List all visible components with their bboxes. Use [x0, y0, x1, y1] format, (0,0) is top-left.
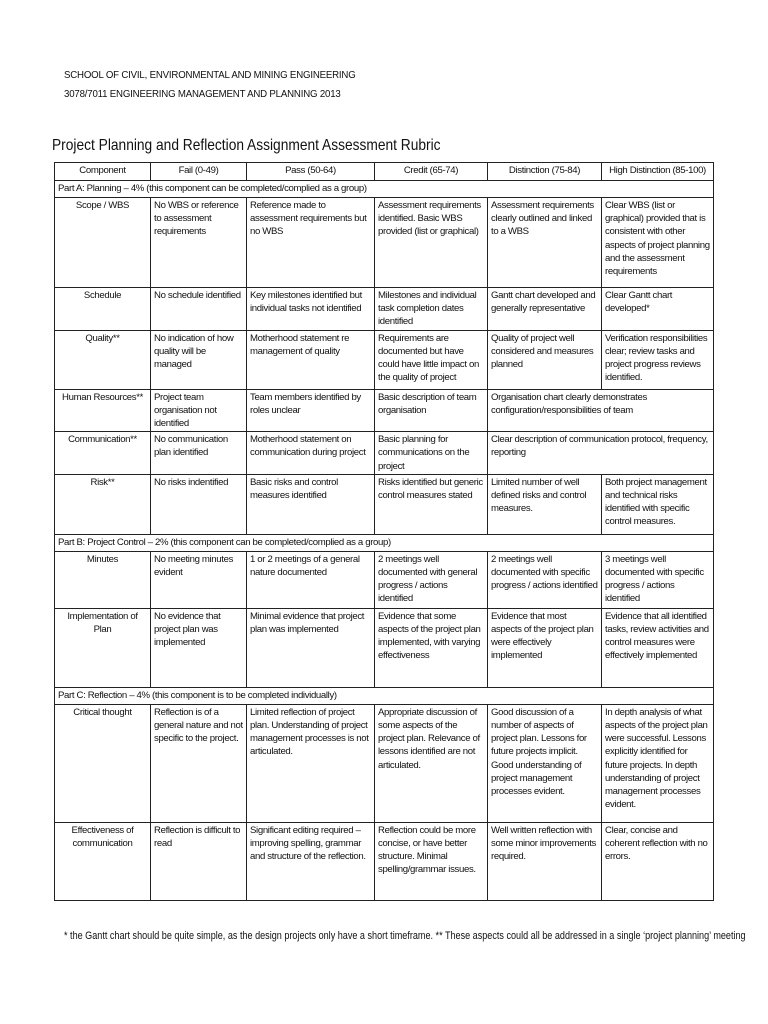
distinction-cell: Gantt chart developed and generally representative [488, 288, 602, 331]
course-name: 3078/7011 ENGINEERING MANAGEMENT AND PLANNING 2013 [64, 88, 341, 100]
component-cell: Schedule [55, 288, 151, 331]
pass-cell: Limited reflection of project plan. Understanding of project management processes is not articulated. [247, 704, 375, 822]
table-row [55, 608, 714, 687]
high-distinction-cell: Clear WBS (list or graphical) provided that is consistent with other aspects of project planning and the assessment requirements [602, 198, 714, 288]
distinction-hd-merged-cell: Clear description of communication protocol, frequency, reporting [488, 432, 714, 475]
pass-cell: Minimal evidence that project plan was implemented [247, 608, 375, 687]
pass-cell: Motherhood statement re management of quality [247, 330, 375, 389]
col-header-fail: Fail (0-49) [151, 163, 247, 181]
table-row [55, 432, 714, 475]
table-row [55, 198, 714, 288]
col-header-component: Component [55, 163, 151, 181]
high-distinction-cell: Clear, concise and coherent reflection with no errors. [602, 822, 714, 900]
pass-cell: Key milestones identified but individual tasks not identified [247, 288, 375, 331]
fail-cell: No evidence that project plan was implemented [151, 608, 247, 687]
table-row [55, 474, 714, 534]
section-row-part-b [55, 534, 714, 551]
credit-cell: 2 meetings well documented with general progress / actions identified [375, 551, 488, 608]
header-row [55, 163, 714, 181]
distinction-cell: Well written reflection with some minor improvements required. [488, 822, 602, 900]
table-row [55, 288, 714, 331]
table-row [55, 330, 714, 389]
fail-cell: No communication plan identified [151, 432, 247, 475]
fail-cell: Reflection is difficult to read [151, 822, 247, 900]
pass-cell: Significant editing required – improving spelling, grammar and structure of the reflection. [247, 822, 375, 900]
component-cell: Critical thought [55, 704, 151, 822]
component-cell: Minutes [55, 551, 151, 608]
credit-cell: Risks identified but generic control measures stated [375, 474, 488, 534]
high-distinction-cell: Both project management and technical risks identified with specific control measures. [602, 474, 714, 534]
col-header-pass: Pass (50-64) [247, 163, 375, 181]
page-title: Project Planning and Reflection Assignment Assessment Rubric [52, 137, 441, 154]
school-name: SCHOOL OF CIVIL, ENVIRONMENTAL AND MINING ENGINEERING [64, 69, 356, 81]
pass-cell: Motherhood statement on communication during project [247, 432, 375, 475]
fail-cell: No indication of how quality will be managed [151, 330, 247, 389]
distinction-cell: 2 meetings well documented with specific progress / actions identified [488, 551, 602, 608]
table-row [55, 822, 714, 900]
credit-cell: Milestones and individual task completion dates identified [375, 288, 488, 331]
high-distinction-cell: Verification responsibilities clear; review tasks and project progress reviews identified. [602, 330, 714, 389]
section-label: Part B: Project Control – 2% (this component can be completed/complied as a group) [55, 534, 714, 551]
credit-cell: Requirements are documented but have could have little impact on the quality of project [375, 330, 488, 389]
component-cell: Scope / WBS [55, 198, 151, 288]
pass-cell: Reference made to assessment requirements but no WBS [247, 198, 375, 288]
credit-cell: Assessment requirements identified. Basic WBS provided (list or graphical) [375, 198, 488, 288]
fail-cell: Reflection is of a general nature and not specific to the project. [151, 704, 247, 822]
distinction-cell: Good discussion of a number of aspects of project plan. Lessons for future projects implicit. Good understanding of project management processes evident. [488, 704, 602, 822]
fail-cell: No meeting minutes evident [151, 551, 247, 608]
section-label: Part A: Planning – 4% (this component can be completed/complied as a group) [55, 181, 714, 198]
distinction-cell: Evidence that most aspects of the project plan were effectively implemented [488, 608, 602, 687]
credit-cell: Reflection could be more concise, or have better structure. Minimal spelling/grammar issues. [375, 822, 488, 900]
component-cell: Quality** [55, 330, 151, 389]
distinction-cell: Quality of project well considered and measures planned [488, 330, 602, 389]
table-row [55, 551, 714, 608]
document-header [64, 66, 381, 104]
credit-cell: Evidence that some aspects of the project plan implemented, with varying effectiveness [375, 608, 488, 687]
fail-cell: No risks indentified [151, 474, 247, 534]
high-distinction-cell: 3 meetings well documented with specific progress / actions identified [602, 551, 714, 608]
component-cell: Communication** [55, 432, 151, 475]
section-label: Part C: Reflection – 4% (this component is to be completed individually) [55, 687, 714, 704]
pass-cell: 1 or 2 meetings of a general nature documented [247, 551, 375, 608]
footnote: * the Gantt chart should be quite simple, as the design projects only have a short timeframe. ** These aspects could all be addressed in a single ‘project planning’ meeting [64, 930, 746, 942]
high-distinction-cell: Clear Gantt chart developed* [602, 288, 714, 331]
high-distinction-cell: In depth analysis of what aspects of the project plan were successful. Lessons explicitly identified for future projects. In depth understanding of project management processes evident. [602, 704, 714, 822]
fail-cell: Project team organisation not identified [151, 389, 247, 432]
section-row-part-a [55, 181, 714, 198]
fail-cell: No schedule identified [151, 288, 247, 331]
component-cell: Risk** [55, 474, 151, 534]
component-cell: Implementation of Plan [55, 608, 151, 687]
credit-cell: Appropriate discussion of some aspects of the project plan. Relevance of lessons identified are not articulated. [375, 704, 488, 822]
distinction-cell: Limited number of well defined risks and control measures. [488, 474, 602, 534]
pass-cell: Basic risks and control measures identified [247, 474, 375, 534]
component-cell: Human Resources** [55, 389, 151, 432]
table-row [55, 389, 714, 432]
fail-cell: No WBS or reference to assessment requirements [151, 198, 247, 288]
col-header-high-distinction: High Distinction (85-100) [602, 163, 714, 181]
credit-cell: Basic description of team organisation [375, 389, 488, 432]
col-header-distinction: Distinction (75-84) [488, 163, 602, 181]
section-row-part-c [55, 687, 714, 704]
component-cell: Effectiveness of communication [55, 822, 151, 900]
credit-cell: Basic planning for communications on the project [375, 432, 488, 475]
pass-cell: Team members identified by roles unclear [247, 389, 375, 432]
col-header-credit: Credit (65-74) [375, 163, 488, 181]
rubric-table [54, 162, 714, 901]
table-row [55, 704, 714, 822]
distinction-cell: Assessment requirements clearly outlined and linked to a WBS [488, 198, 602, 288]
distinction-hd-merged-cell: Organisation chart clearly demonstrates configuration/responsibilities of team [488, 389, 714, 432]
high-distinction-cell: Evidence that all identified tasks, review activities and control measures were effectively implemented [602, 608, 714, 687]
